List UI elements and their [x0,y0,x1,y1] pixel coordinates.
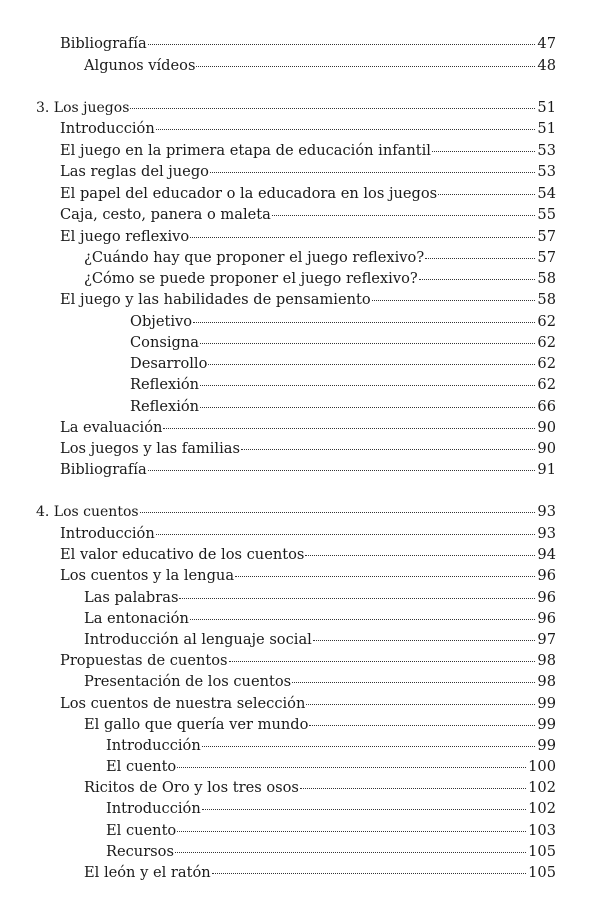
toc-chapter[interactable] [36,503,556,521]
dot-leader [272,214,536,216]
toc-entry-title: Recursos [106,843,174,860]
toc-entry-title: Los cuentos de nuestra selección [60,695,306,712]
toc-entry-page: 94 [537,546,556,563]
toc-entry-page: 48 [537,57,556,74]
toc-entry-page: 51 [537,120,556,137]
dot-leader [300,787,526,789]
toc-entry-title: Introducción [60,120,155,137]
toc-entry[interactable] [60,206,556,224]
toc-entry-title: Introducción al lenguaje social [84,631,312,648]
dot-leader [235,575,535,577]
dot-leader [193,321,535,323]
dot-leader [432,150,535,152]
toc-entry-page: 47 [537,35,556,52]
toc-entry-page: 103 [528,822,556,839]
toc-entry-title: Ricitos de Oro y los tres osos [84,779,299,796]
dot-leader [190,236,535,238]
toc-entry[interactable] [84,270,556,288]
dot-leader [190,618,536,620]
toc-entry-title: Introducción [106,800,201,817]
toc-entry[interactable] [130,334,556,352]
toc-entry-page: 99 [537,737,556,754]
toc-entry[interactable] [60,652,556,670]
dot-leader [438,193,535,195]
toc-entry[interactable] [60,525,556,543]
toc-entry-title: Desarrollo [130,355,208,372]
toc-entry-title: El valor educativo de los cuentos [60,546,305,563]
toc-entry-title: Consigna [130,334,199,351]
toc-entry-page: 90 [537,440,556,457]
toc-entry[interactable] [60,567,556,585]
toc-entry-title: 4. Los cuentos [36,504,139,520]
dot-leader [200,406,535,408]
toc-entry-page: 105 [528,843,556,860]
toc-entry[interactable] [60,546,556,564]
toc-entry-page: 54 [537,185,556,202]
toc-entry-page: 58 [537,270,556,287]
toc-entry[interactable] [60,291,556,309]
dot-leader [177,830,526,832]
toc-entry-title: ¿Cuándo hay que proponer el juego reflexivo? [84,249,425,266]
toc-entry-page: 90 [537,419,556,436]
dot-leader [202,745,536,747]
toc-entry[interactable] [84,631,556,649]
toc-entry-title: El juego y las habilidades de pensamiento [60,291,371,308]
toc-entry-title: Bibliografía [60,461,147,478]
toc-entry-page: 51 [537,99,556,116]
toc-entry[interactable] [84,673,556,691]
toc-entry[interactable] [106,737,556,755]
toc-entry-page: 62 [537,313,556,330]
dot-leader [163,427,535,429]
toc-entry[interactable] [60,120,556,138]
toc-entry-page: 57 [537,228,556,245]
toc-entry-title: El cuento [106,822,177,839]
toc-entry-page: 98 [537,652,556,669]
toc-entry-page: 102 [528,779,556,796]
toc-entry[interactable] [60,695,556,713]
dot-leader [313,639,536,641]
dot-leader [292,681,535,683]
dot-leader [202,808,526,810]
toc-entry[interactable] [84,864,556,882]
toc-entry-page: 96 [537,567,556,584]
dot-leader [305,554,535,556]
toc-entry-title: 3. Los juegos [36,100,130,116]
toc-entry[interactable] [84,779,556,797]
toc-entry[interactable] [60,163,556,181]
toc-entry-title: Algunos vídeos [84,57,196,74]
toc-entry-page: 91 [537,461,556,478]
toc-entry-title: El gallo que quería ver mundo [84,716,309,733]
toc-entry-title: Presentación de los cuentos [84,673,292,690]
toc-entry-page: 53 [537,142,556,159]
toc-entry-page: 66 [537,398,556,415]
toc-entry[interactable] [106,843,556,861]
dot-leader [156,128,536,130]
toc-entry-title: El juego reflexivo [60,228,190,245]
toc-entry-title: Bibliografía [60,35,147,52]
toc-entry-title: ¿Cómo se puede proponer el juego reflexivo? [84,270,418,287]
toc-entry-page: 97 [537,631,556,648]
toc-entry[interactable] [106,800,556,818]
toc-entry[interactable] [60,142,556,160]
toc-entry-page: 93 [537,503,556,520]
toc-entry-page: 62 [537,355,556,372]
toc-entry-page: 102 [528,800,556,817]
toc-entry-title: Reflexión [130,398,200,415]
toc-entry[interactable] [106,822,556,840]
toc-entry-title: El juego en la primera etapa de educación infantil [60,142,431,159]
dot-leader [179,597,535,599]
toc-entry[interactable] [60,228,556,246]
dot-leader [196,65,535,67]
toc-entry[interactable] [130,355,556,373]
dot-leader [425,257,535,259]
toc-entry-title: Los juegos y las familias [60,440,240,457]
toc-entry[interactable] [130,376,556,394]
toc-entry-title: Introducción [106,737,201,754]
toc-entry[interactable] [60,35,556,53]
toc-entry[interactable] [60,440,556,458]
toc-entry[interactable] [60,185,556,203]
dot-leader [200,384,535,386]
toc-entry-page: 99 [537,716,556,733]
dot-leader [130,107,535,109]
toc-entry-title: Los cuentos y la lengua [60,567,235,584]
toc-entry-page: 93 [537,525,556,542]
toc-entry[interactable] [60,461,556,479]
toc-entry[interactable] [84,716,556,734]
toc-entry-title: Reflexión [130,376,200,393]
toc-entry-page: 96 [537,589,556,606]
toc-entry-title: La evaluación [60,419,163,436]
dot-leader [148,469,536,471]
toc-entry-page: 53 [537,163,556,180]
toc-entry-title: Introducción [60,525,155,542]
dot-leader [241,448,535,450]
dot-leader [177,766,526,768]
toc-entry-title: El león y el ratón [84,864,211,881]
toc-entry-page: 100 [528,758,556,775]
dot-leader [212,872,526,874]
dot-leader [175,851,526,853]
dot-leader [372,299,536,301]
dot-leader [229,660,536,662]
toc-entry-title: El cuento [106,758,177,775]
toc-entry[interactable] [130,313,556,331]
dot-leader [208,363,535,365]
toc-entry-title: El papel del educador o la educadora en los juegos [60,185,438,202]
toc-entry-page: 105 [528,864,556,881]
dot-leader [306,703,535,705]
toc-entry-title: Las reglas del juego [60,163,209,180]
toc-entry[interactable] [84,610,556,628]
toc-entry[interactable] [130,398,556,416]
toc-entry-page: 58 [537,291,556,308]
dot-leader [140,511,536,513]
toc-entry-title: Las palabras [84,589,179,606]
toc-chapter[interactable] [36,99,556,117]
dot-leader [148,43,536,45]
dot-leader [309,724,535,726]
toc-entry[interactable] [84,589,556,607]
toc-entry[interactable] [106,758,556,776]
dot-leader [200,342,535,344]
toc-entry-title: Caja, cesto, panera o maleta [60,206,271,223]
toc-entry-page: 57 [537,249,556,266]
toc-entry[interactable] [60,419,556,437]
toc-entry-title: Propuestas de cuentos [60,652,228,669]
toc-entry-page: 98 [537,673,556,690]
toc-entry-page: 96 [537,610,556,627]
toc-entry[interactable] [84,249,556,267]
dot-leader [210,171,535,173]
toc-entry-page: 99 [537,695,556,712]
toc-entry-page: 55 [537,206,556,223]
toc-entry[interactable] [84,57,556,75]
toc-entry-title: La entonación [84,610,189,627]
dot-leader [156,533,536,535]
dot-leader [419,278,536,280]
toc-entry-page: 62 [537,334,556,351]
toc-entry-page: 62 [537,376,556,393]
toc-entry-title: Objetivo [130,313,193,330]
